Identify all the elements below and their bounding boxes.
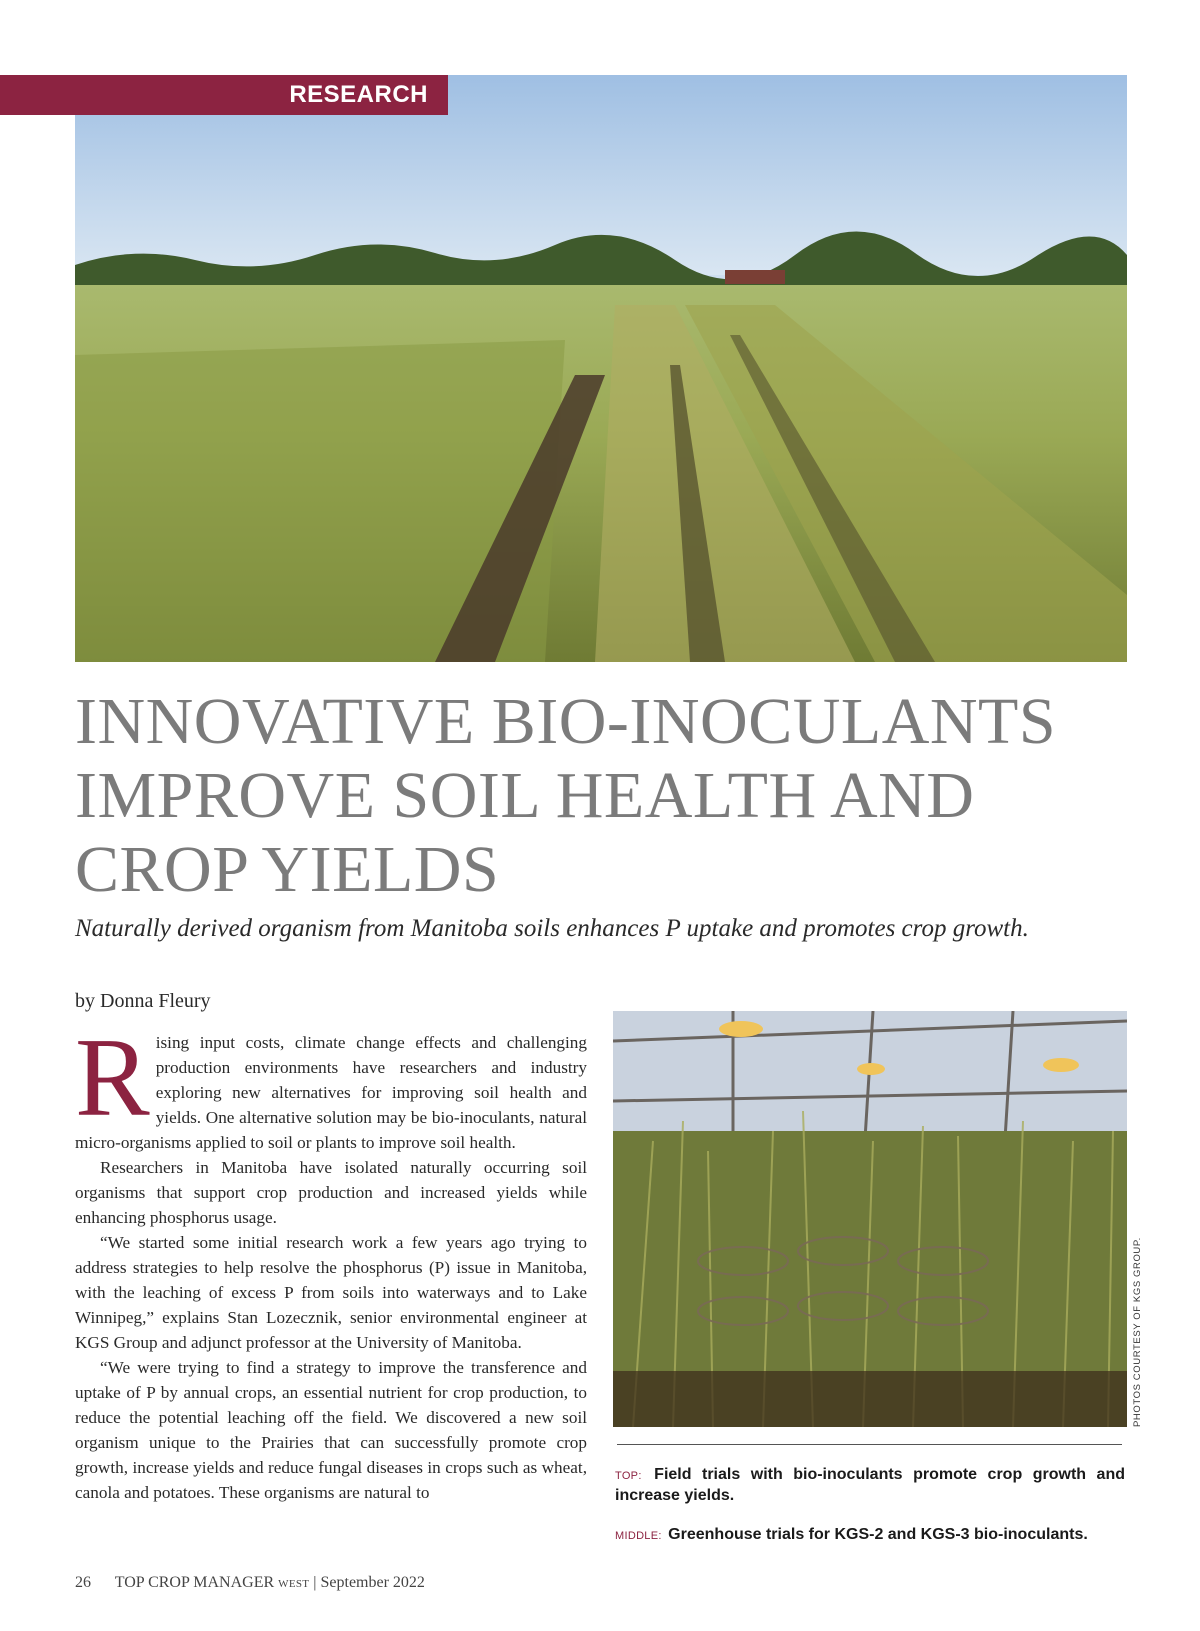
section-label: RESEARCH [0, 75, 448, 115]
magazine-edition: WEST [278, 1578, 310, 1590]
caption-middle-text: Greenhouse trials for KGS-2 and KGS-3 bio-inoculants. [668, 1526, 1088, 1543]
magazine-name: TOP CROP MANAGER [114, 1574, 275, 1591]
drop-cap: R [75, 1016, 150, 1140]
caption-top-label: TOP: [615, 1470, 642, 1482]
deck-subtitle: Naturally derived organism from Manitoba soils enhances P uptake and promotes crop growth. [75, 915, 1029, 942]
paragraph-2: Researchers in Manitoba have isolated naturally occurring soil organisms that support crop production and increased yields while enhancing phosphorus usage. [75, 1158, 587, 1227]
field-illustration [75, 75, 1127, 662]
footer-separator: | [313, 1574, 317, 1591]
article-body [75, 1016, 587, 1505]
caption-top-text: Field trials with bio-inoculants promote crop growth and increase yields. [615, 1466, 1125, 1504]
byline: by Donna Fleury [75, 990, 211, 1012]
caption-divider [617, 1444, 1122, 1445]
headline: INNOVATIVE BIO-INOCULANTS IMPROVE SOIL HEALTH AND CROP YIELDS [75, 685, 1057, 906]
issue-date: September 2022 [320, 1574, 425, 1591]
paragraph-3: “We started some initial research work a few years ago trying to address strategies to help resolve the phosphorus (P) issue in Manitoba, with the leaching of excess P from soils into waterways and to Lake Winnipeg,” explains Stan Lozecznik, senior environmental engineer at KGS Group and adjunct professor at the University of Manitoba. [75, 1233, 587, 1352]
caption-top [615, 1465, 1125, 1506]
paragraph-1-text: ising input costs, climate change effects and challenging production environments have researchers and industry exploring new alternatives for improving soil health and yields. One alternative solution may be bio-inoculants, natural micro-organisms applied to soil or plants to improve soil health. [75, 1033, 587, 1152]
page-footer [75, 1574, 425, 1592]
paragraph-1 [75, 1016, 587, 1155]
caption-middle-label: MIDDLE: [615, 1530, 662, 1542]
page-number: 26 [75, 1574, 91, 1591]
greenhouse-illustration [613, 1011, 1127, 1427]
photo-credit: PHOTOS COURTESY OF KGS GROUP. [1132, 1237, 1143, 1427]
caption-middle [615, 1525, 1125, 1546]
hero-photo-field-trials [75, 75, 1127, 662]
greenhouse-photo [613, 1011, 1127, 1427]
paragraph-4: “We were trying to find a strategy to improve the transference and uptake of P by annual crops, an essential nutrient for crop production, to reduce the potential leaching off the field. We discovered a new soil organism unique to the Prairies that can successfully promote crop growth, increase yields and reduce fungal diseases in crops such as wheat, canola and potatoes. These organisms are natural to [75, 1358, 587, 1502]
